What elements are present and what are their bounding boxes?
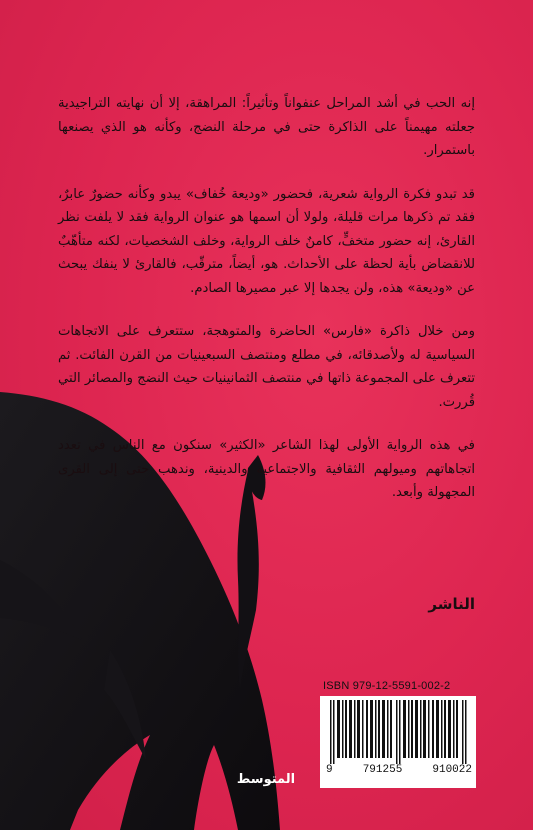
barcode-digit-group-2: 910022 (432, 764, 472, 776)
publisher-logo: المتوسط (236, 772, 296, 787)
barcode (320, 696, 476, 788)
blurb-paragraph-2: قد تبدو فكرة الرواية شعرية، فحضور «وديعة خُفاف» يبدو وكأنه حضورٌ عابرٌ، فقد تم ذكرها مرات قليلة، ولولا أن اسمها هو عنوان الرواية فقد لا يلفت نظر القارئ، إنه حضور متخفٍّ، كامنٌ خلف الرواية، وخلف الشخصيات، لكنه متأهّبٌ للانقضاض بأية لحظة على الأحداث. هو، أيضاً، مترقّب، فالقارئ لا ينفك يبحث عن «وديعة» هذه، ولن يجدها إلا عبر مصيرها الصادم. (58, 186, 475, 296)
blurb-paragraph-3: ومن خلال ذاكرة «فارس» الحاضرة والمتوهجة، ستتعرف على الاتجاهات السياسية له ولأصدقائه، في مطلع ومنتصف السبعينيات من القرن الفائت. ثم تتعرف على المجموعة ذاتها في منتصف الثمانينيات حيث النضج والمصائر التي قُررت. (58, 324, 475, 410)
barcode-digit-prefix: 9 (326, 764, 333, 776)
publisher-signature: الناشر (428, 595, 475, 613)
barcode-digit-group-1: 791255 (362, 764, 403, 776)
isbn-label: ISBN 979-12-5591-002-2 (323, 680, 451, 692)
blurb-paragraph-1: إنه الحب في أشد المراحل عنفواناً وتأثيراً: المراهقة، إلا أن نهايته التراجيدية جعلته مهيمناً على الذاكرة حتى في مرحلة النضج، وكأنه هو الذي يصنعها باستمرار. (58, 96, 475, 158)
blurb-paragraph-4: في هذه الرواية الأولى لهذا الشاعر «الكثير» سنكون مع الناس في تعدد اتجاهاتهم وميولهم الثقافية والاجتماعية والدينية، وندهب حتى إلى القرى المجهولة وأبعد. (58, 438, 475, 500)
barcode-bars (326, 700, 472, 764)
barcode-digits (326, 764, 472, 776)
blurb-text (58, 92, 475, 525)
